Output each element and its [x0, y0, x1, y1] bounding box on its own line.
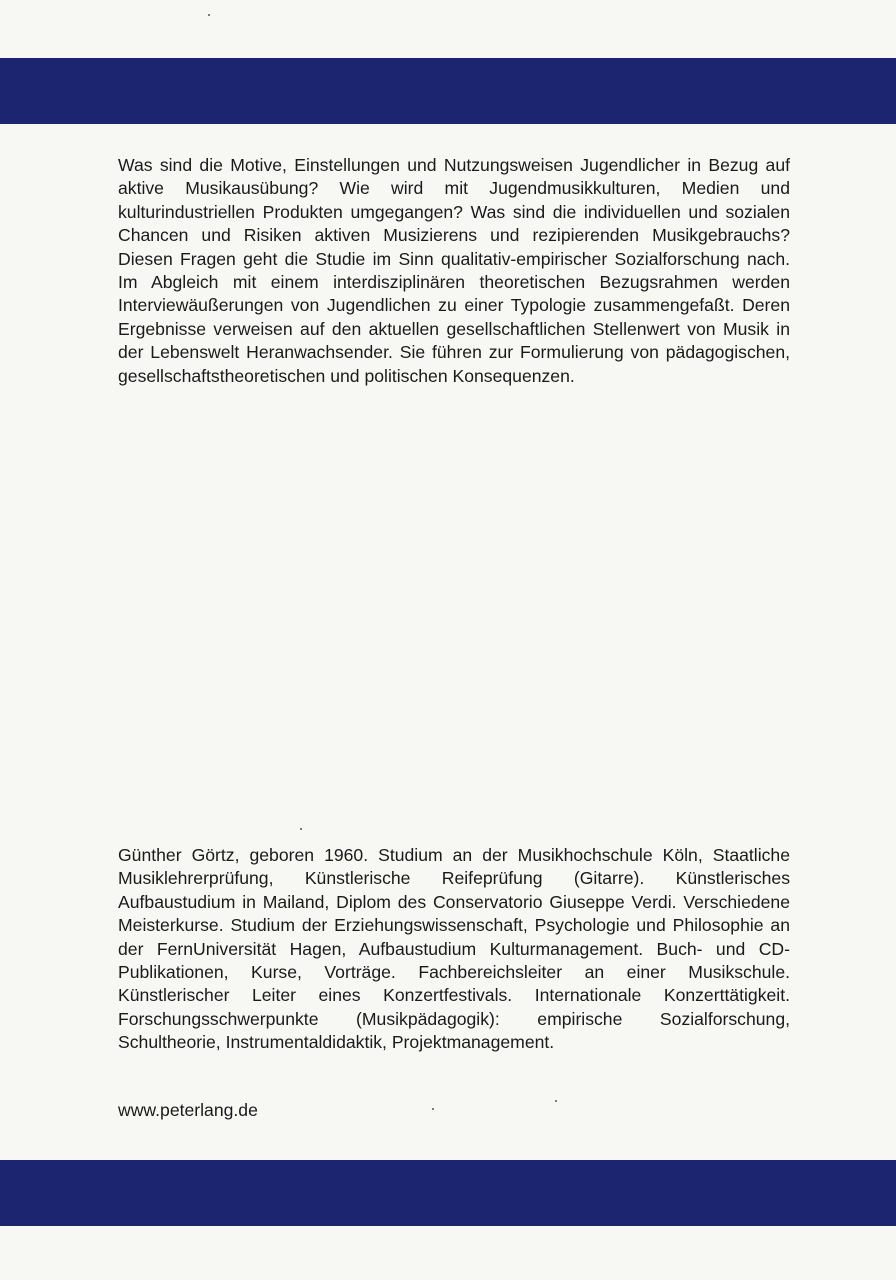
top-color-band: [0, 58, 896, 124]
author-biography: [118, 844, 790, 1055]
print-speck: [555, 1100, 557, 1102]
print-speck: [300, 828, 302, 830]
publisher-url[interactable]: www.peterlang.de: [118, 1100, 258, 1120]
print-speck: [208, 14, 210, 16]
blurb-text: Was sind die Motive, Einstellungen und Nutzungsweisen Jugendlicher in Bezug auf aktive Musikausübung? Wie wird mit Jugendmusikkulturen, Medien und kulturindustriellen Produkten umgegangen? Was sind die individuellen und sozialen Chancen und Risiken aktiven Musizierens und rezipierenden Musikgebrauchs? Diesen Fragen geht die Studie im Sinn qualitativ-empirischer Sozialforschung nach. Im Abgleich mit einem interdisziplinären theoretischen Bezugsrahmen werden Interviewäußerungen von Jugendlichen zu einer Typologie zusammengefaßt. Deren Ergebnisse verweisen auf den aktuellen gesellschaftlichen Stellenwert von Musik in der Lebenswelt Heranwachsender. Sie führen zur Formulierung von pädagogischen, gesellschaftstheoretischen und politischen Konsequenzen.: [118, 155, 790, 386]
author-bio-text: Günther Görtz, geboren 1960. Studium an der Musikhochschule Köln, Staatliche Musiklehrerprüfung, Künstlerische Reifeprüfung (Gitarre). Künstlerisches Aufbaustudium in Mailand, Diplom des Conservatorio Giuseppe Verdi. Verschiedene Meisterkurse. Studium der Erziehungswissenschaft, Psychologie und Philosophie an der FernUniversität Hagen, Aufbaustudium Kulturmanagement. Buch- und CD-Publikationen, Kurse, Vorträge. Fachbereichsleiter an einer Musikschule. Künstlerischer Leiter eines Konzertfestivals. Internationale Konzerttätigkeit. Forschungsschwerpunkte (Musikpädagogik): empirische Sozialforschung, Schultheorie, Instrumentaldidaktik, Projektmanagement.: [118, 845, 790, 1053]
book-blurb: [118, 154, 790, 388]
print-speck: [432, 1108, 434, 1110]
bottom-color-band: [0, 1160, 896, 1226]
